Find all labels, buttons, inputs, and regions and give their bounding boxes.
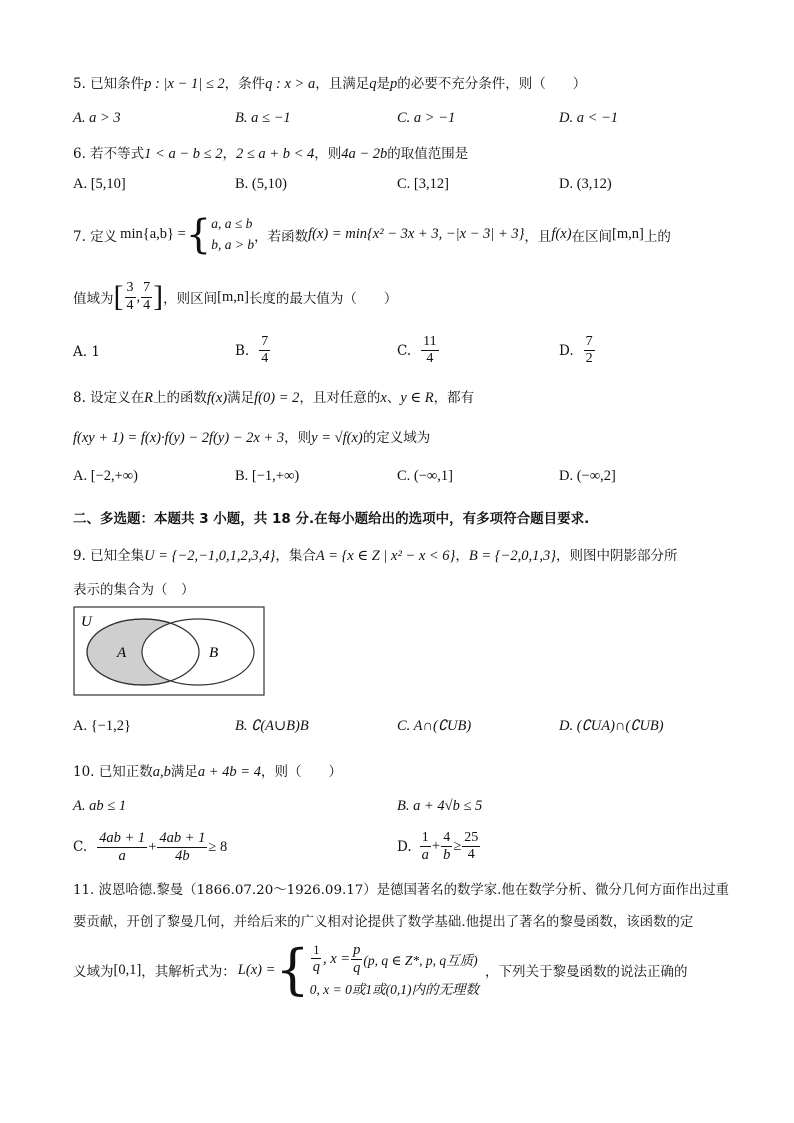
q5-stem: 5. 已知条件p : |x − 1| ≤ 2，条件q : x > a，且满足q是p的必要不充分条件，则（ ） bbox=[73, 76, 587, 92]
q7-option-d[interactable]: D. $\frac{7}{2}$ bbox=[559, 334, 593, 367]
q10-option-d[interactable]: D. $\frac{1}{a}$ + $\frac{4}{b}$ ≥ $\frac{25}{4}$ bbox=[397, 830, 479, 864]
q6-option-a[interactable]: A. [5,10] bbox=[73, 176, 126, 192]
q10-stem: 10. 已知正数a,b满足a + 4b = 4，则（ ） bbox=[73, 764, 342, 780]
q11-stem-line3: 义域为 [0,1] ，其解析式为： L(x) = { $\frac{1}{q}$ , x = $\frac{p}{q}$ (p, q ∈ Z*, p, q互质) 0, x = 0或1或(0,1)内的无理数 ，下列关于黎曼函数的说法正确的 bbox=[73, 938, 688, 1002]
q6-option-d[interactable]: D. (3,12) bbox=[559, 176, 612, 192]
q10-option-a[interactable]: A. ab ≤ 1 bbox=[73, 798, 127, 814]
q10-option-b[interactable]: B. a + 4√b ≤ 5 bbox=[397, 798, 483, 814]
q8-stem: 8. 设定义在R上的函数f(x)满足f(0) = 2，且对任意的x、y ∈ R，都有 bbox=[73, 390, 475, 406]
q8-option-b[interactable]: B. [−1,+∞) bbox=[235, 468, 300, 484]
q9-stem-line2: 表示的集合为（ ） bbox=[73, 582, 195, 598]
q5-cond-q: q : x > a bbox=[265, 76, 316, 92]
section-heading-multi-choice: 二、多选题：本题共 3 小题，共 18 分.在每小题给出的选项中，有多项符合题目要求. bbox=[73, 511, 590, 527]
q9-option-a[interactable]: A. {−1,2} bbox=[73, 718, 131, 734]
q6-stem: 6. 若不等式1 < a − b ≤ 2，2 ≤ a + b < 4，则4a − 2b的取值范围是 bbox=[73, 146, 469, 162]
q11-brace: { bbox=[275, 938, 310, 1002]
q7-option-a[interactable]: A. 1 bbox=[73, 344, 100, 360]
q11-stem-line1: 11. 波恩哈德.黎曼（1866.07.20～1926.09.17）是德国著名的数学家.他在数学分析、微分几何方面作出过重 bbox=[73, 883, 730, 898]
q5-option-d[interactable]: D. a < −1 bbox=[559, 110, 619, 126]
q6-option-c[interactable]: C. [3,12] bbox=[397, 176, 449, 192]
q5-option-a[interactable]: A. a > 3 bbox=[73, 110, 121, 126]
q7-option-b[interactable]: B. $\frac{7}{4}$ bbox=[235, 334, 269, 367]
q9-stem: 9. 已知全集U = {−2,−1,0,1,2,3,4}，集合A = {x ∈ Z | x² − x < 6}，B = {−2,0,1,3}，则图中阴影部分所 bbox=[73, 548, 678, 564]
q8-stem-line2: f(xy + 1) = f(x)·f(y) − 2f(y) − 2x + 3，则y = √f(x)的定义域为 bbox=[73, 430, 431, 446]
q8-option-d[interactable]: D. (−∞,2] bbox=[559, 468, 616, 484]
q5-cond-p: p : |x − 1| ≤ 2 bbox=[144, 76, 225, 92]
q7-option-c[interactable]: C. $\frac{11}{4}$ bbox=[397, 334, 437, 367]
q6-option-b[interactable]: B. (5,10) bbox=[235, 176, 287, 192]
q5-option-c[interactable]: C. a > −1 bbox=[397, 110, 456, 126]
q7-stem-line2: 值域为 [ $\frac{3}{4}$ , $\frac{7}{4}$ ] ，则区间 [m,n] 长度的最大值为（ ） bbox=[73, 280, 398, 313]
q9-option-b[interactable]: B. ∁(A∪B)B bbox=[235, 718, 309, 734]
venn-label-a: A bbox=[117, 645, 127, 661]
q9-option-c[interactable]: C. A∩(∁UB) bbox=[397, 718, 472, 734]
venn-label-b: B bbox=[209, 645, 219, 661]
q9-option-d[interactable]: D. (∁UA)∩(∁UB) bbox=[559, 718, 664, 734]
q8-option-a[interactable]: A. [−2,+∞) bbox=[73, 468, 138, 484]
q8-option-c[interactable]: C. (−∞,1] bbox=[397, 468, 453, 484]
q7-brace: { bbox=[185, 211, 212, 258]
q11-stem-line2: 要贡献，开创了黎曼几何，并给后来的广义相对论提供了数学基础.他提出了著名的黎曼函数，该函数的定 bbox=[73, 915, 694, 930]
q10-option-c[interactable]: C. $\frac{4ab + 1}{a}$ + $\frac{4ab + 1}{4b}$ ≥ 8 bbox=[73, 830, 228, 864]
q7-stem: 7. 定义 min{a,b} = { a, a ≤ b b, a > b ，若函数 f(x) = min{x² − 3x + 3, −|x − 3| + 3} ，且 f(x) 在区间 [m,n] 上的 bbox=[73, 211, 671, 258]
q5-option-b[interactable]: B. a ≤ −1 bbox=[235, 110, 291, 126]
venn-diagram bbox=[73, 606, 265, 696]
venn-label-u: U bbox=[81, 614, 92, 630]
